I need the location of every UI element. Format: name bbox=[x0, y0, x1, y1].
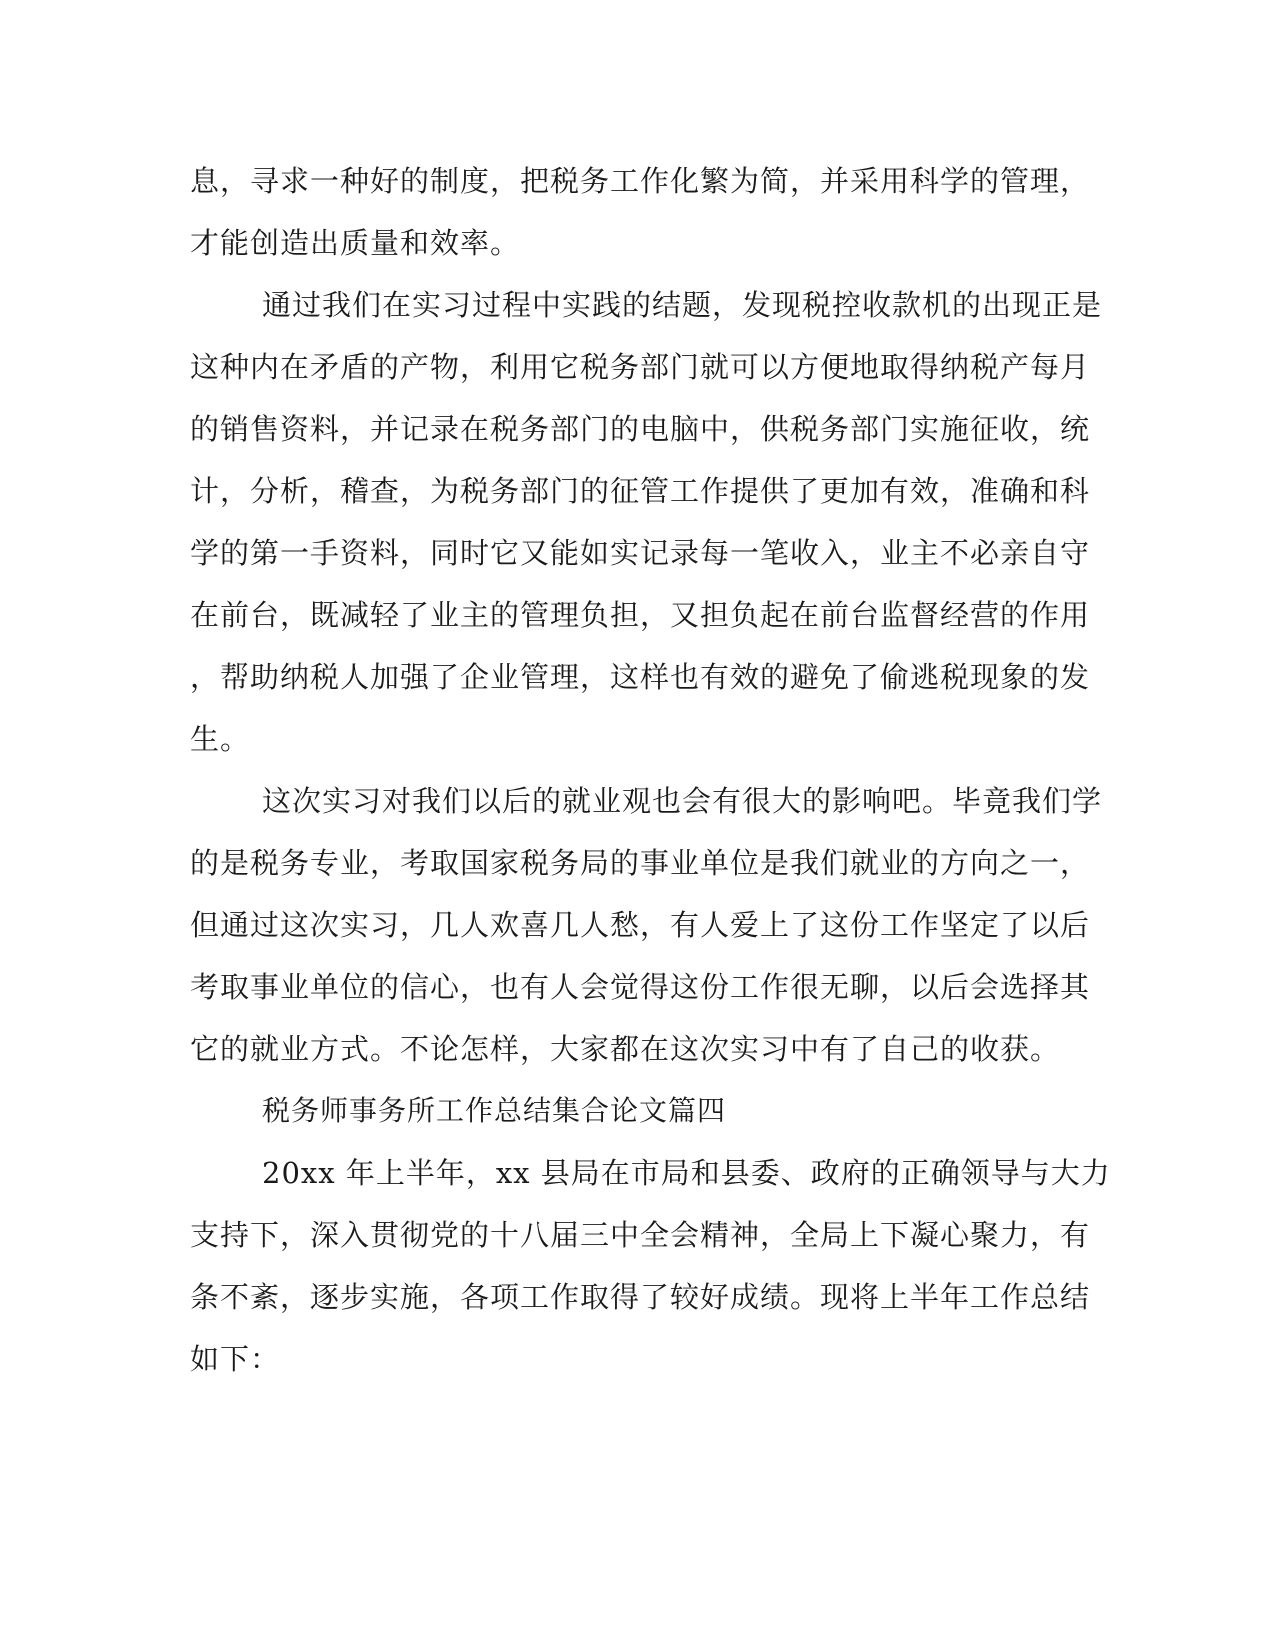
paragraph-4-line-2: 支持下，深入贯彻党的十八届三中全会精神，全局上下凝心聚力，有 bbox=[190, 1218, 1091, 1252]
paragraph-1-line-2: 才能创造出质量和效率。 bbox=[190, 226, 521, 260]
paragraph-2-line-8: 生。 bbox=[190, 722, 251, 756]
paragraph-3-line-4: 考取事业单位的信心，也有人会觉得这份工作很无聊，以后会选择其 bbox=[190, 970, 1091, 1004]
paragraph-3-line-1: 这次实习对我们以后的就业观也会有很大的影响吧。毕竟我们学 bbox=[262, 784, 1103, 818]
paragraph-4-line-3: 条不紊，逐步实施，各项工作取得了较好成绩。现将上半年工作总结 bbox=[190, 1280, 1091, 1314]
paragraph-2-line-2: 这种内在矛盾的产物，利用它税务部门就可以方便地取得纳税产每月 bbox=[190, 350, 1091, 384]
paragraph-2-line-1: 通过我们在实习过程中实践的结题，发现税控收款机的出现正是 bbox=[262, 288, 1103, 322]
document-body bbox=[190, 150, 1111, 1390]
section-heading: 税务师事务所工作总结集合论文篇四 bbox=[262, 1094, 727, 1127]
paragraph-2-line-5: 学的第一手资料，同时它又能如实记录每一笔收入，业主不必亲自守 bbox=[190, 536, 1091, 570]
paragraph-1-line-1: 息，寻求一种好的制度，把税务工作化繁为简，并采用科学的管理， bbox=[190, 164, 1091, 198]
paragraph-2-line-6: 在前台，既减轻了业主的管理负担，又担负起在前台监督经营的作用 bbox=[190, 598, 1091, 632]
paragraph-3-line-5: 它的就业方式。不论怎样，大家都在这次实习中有了自己的收获。 bbox=[190, 1032, 1061, 1066]
paragraph-4-line-4: 如下： bbox=[190, 1342, 281, 1376]
paragraph-4-line-1: 20xx 年上半年，xx 县局在市局和县委、政府的正确领导与大力 bbox=[262, 1156, 1111, 1190]
paragraph-2-line-7: ，帮助纳税人加强了企业管理，这样也有效的避免了偷逃税现象的发 bbox=[190, 660, 1091, 694]
paragraph-2-line-4: 计，分析，稽查，为税务部门的征管工作提供了更加有效，准确和科 bbox=[190, 474, 1091, 508]
paragraph-3-line-3: 但通过这次实习，几人欢喜几人愁，有人爱上了这份工作坚定了以后 bbox=[190, 908, 1091, 942]
paragraph-2-line-3: 的销售资料，并记录在税务部门的电脑中，供税务部门实施征收，统 bbox=[190, 412, 1091, 446]
paragraph-3-line-2: 的是税务专业，考取国家税务局的事业单位是我们就业的方向之一， bbox=[190, 846, 1091, 880]
